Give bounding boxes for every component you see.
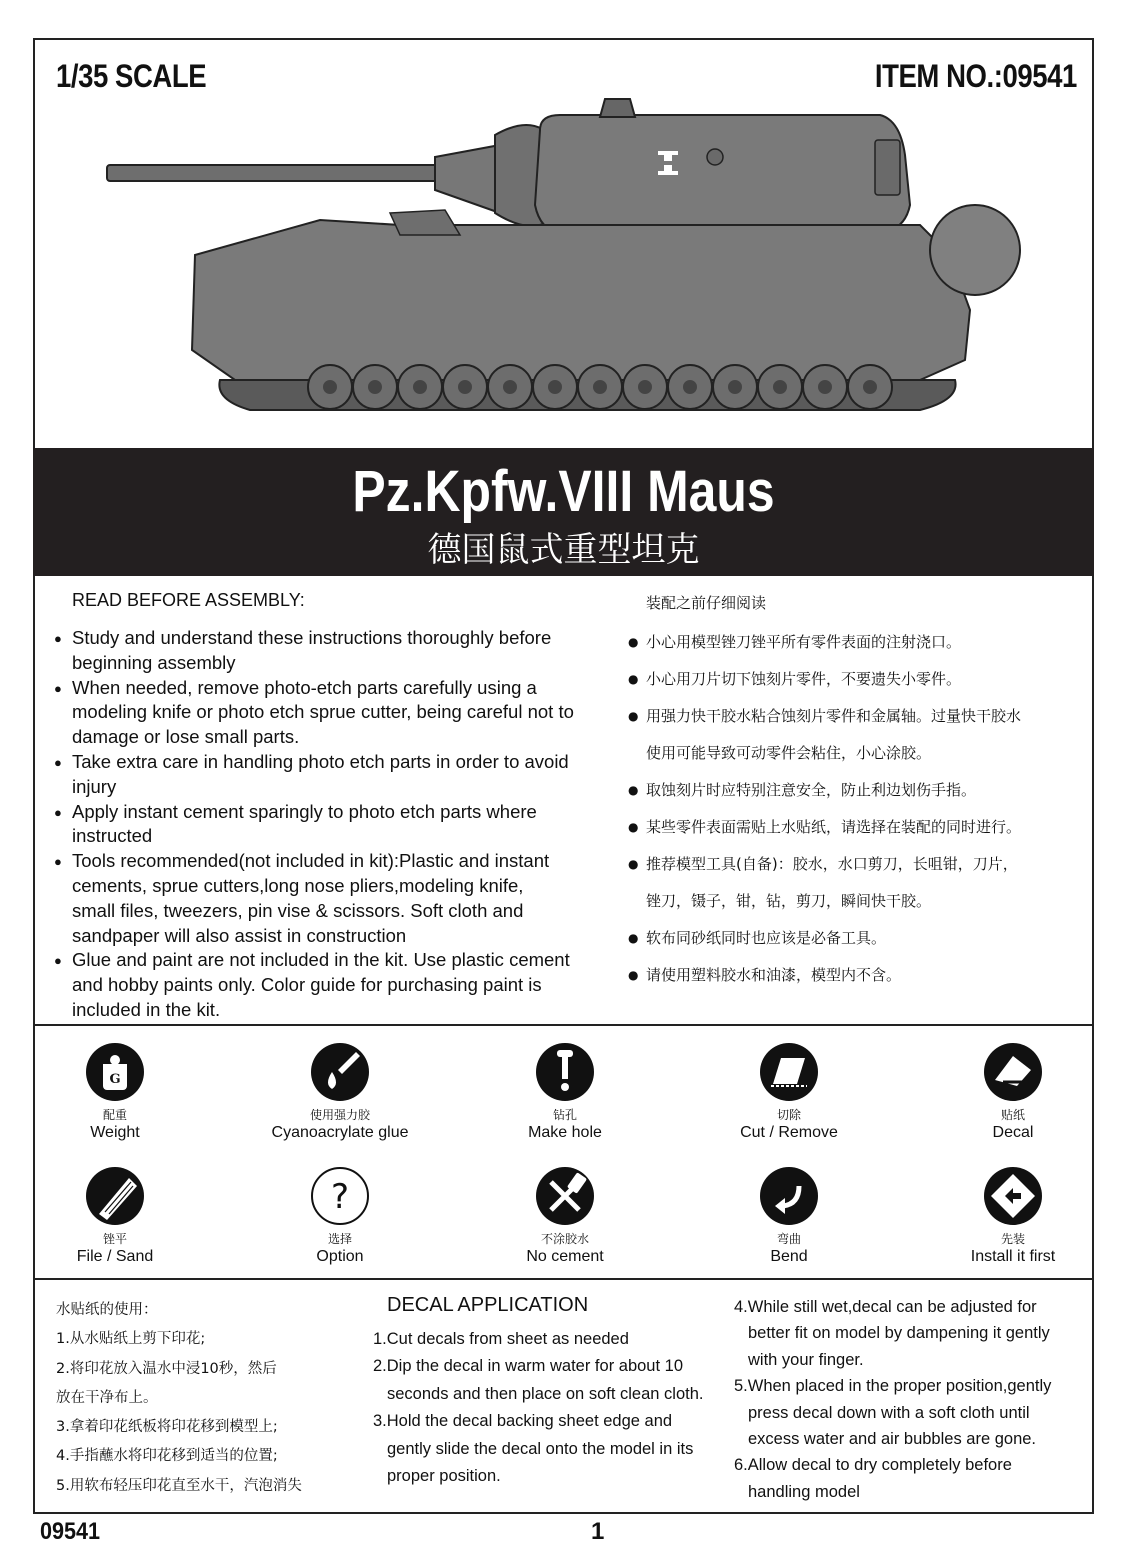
instruction-cn-line: ● 请使用塑料胶水和油漆，模型内不含。 bbox=[646, 966, 902, 984]
instruction-cn-line: ● 软布同砂纸同时也应该是必备工具。 bbox=[646, 929, 887, 947]
symbol-label-cn: 锉平 bbox=[102, 1232, 127, 1246]
decal-steps-4-6 bbox=[734, 1294, 1079, 1505]
symbol-label-en: Cyanoacrylate glue bbox=[271, 1124, 409, 1141]
instruction-cn-line: ● 小心用刀片切下蚀刻片零件，不要遗失小零件。 bbox=[646, 670, 962, 688]
decal-cn-title: 水贴纸的使用： bbox=[56, 1302, 158, 1318]
read-before-title-cn: 装配之前仔细阅读 bbox=[646, 594, 767, 612]
svg-text:?: ? bbox=[330, 1177, 350, 1217]
cut-icon bbox=[759, 1042, 819, 1102]
bend-icon bbox=[759, 1166, 819, 1226]
instruction-cn-item bbox=[628, 698, 1088, 772]
instruction-en-line: small files, tweezers, pin vise & scissors. Soft cloth and bbox=[72, 899, 524, 921]
symbol-label-cn: 选择 bbox=[327, 1232, 352, 1246]
instruction-en-item bbox=[54, 750, 614, 800]
symbol-label-en: No cement bbox=[526, 1248, 604, 1265]
decal-step-line: 2.Dip the decal in warm water for about 10 bbox=[373, 1357, 683, 1376]
instruction-en-line: beginning assembly bbox=[72, 651, 236, 673]
tank-illustration bbox=[100, 95, 1030, 440]
instruction-en-item bbox=[54, 849, 614, 948]
section-divider bbox=[33, 1278, 1094, 1280]
symbol-label-en: Option bbox=[316, 1248, 364, 1265]
weight-icon bbox=[85, 1042, 145, 1102]
instruction-cn-line: ● 小心用模型锉刀锉平所有零件表面的注射浇口。 bbox=[646, 633, 962, 651]
instruction-en-line: ● Glue and paint are not included in the kit. Use plastic cement bbox=[72, 949, 570, 971]
symbol-cut-remove bbox=[679, 1042, 899, 1142]
instruction-en-line: ● Take extra care in handling photo etch parts in order to avoid bbox=[72, 750, 569, 772]
section-divider bbox=[33, 1024, 1094, 1026]
instruction-cn-line: 使用可能导致可动零件会粘住，小心涂胶。 bbox=[646, 744, 932, 762]
decal-step-line: proper position. bbox=[387, 1467, 501, 1486]
decal-step-line: 3.Hold the decal backing sheet edge and bbox=[373, 1412, 673, 1431]
kit-title: Pz.Kpfw.VIII Maus bbox=[352, 459, 775, 524]
symbol-label-cn: 贴纸 bbox=[1000, 1108, 1025, 1122]
instruction-en-line: cements, sprue cutters,long nose pliers,modeling knife, bbox=[72, 874, 524, 896]
decal-step-line: with your finger. bbox=[748, 1350, 864, 1369]
instruction-cn-item bbox=[628, 809, 1088, 846]
decal-step-line: 4.While still wet,decal can be adjusted for bbox=[734, 1298, 1037, 1316]
decal-step-line: press decal down with a soft cloth until bbox=[748, 1403, 1030, 1422]
no-cement-icon bbox=[535, 1166, 595, 1226]
decal-steps-1-3 bbox=[373, 1326, 738, 1490]
symbol-label-en: Weight bbox=[90, 1124, 140, 1141]
symbol-bend bbox=[679, 1166, 899, 1266]
symbol-label-cn: 不涂胶水 bbox=[540, 1232, 589, 1246]
symbol-label-en: File / Sand bbox=[76, 1248, 154, 1265]
instruction-en-line: ● Study and understand these instructions thoroughly before bbox=[72, 627, 552, 648]
instruction-en-line: included in the kit. bbox=[72, 998, 221, 1020]
decal-cn-line: 放在干净布上。 bbox=[56, 1389, 158, 1406]
decal-step-line: excess water and air bubbles are gone. bbox=[748, 1430, 1037, 1449]
instruction-en-line: modeling knife or photo etch sprue cutter, being careful not to bbox=[72, 701, 574, 723]
symbol-install-it-first bbox=[903, 1166, 1123, 1266]
kit-title-cn: 德国鼠式重型坦克 bbox=[427, 530, 700, 570]
symbol-option bbox=[230, 1166, 450, 1266]
instructions-list-en bbox=[54, 626, 614, 1023]
instruction-cn-item bbox=[628, 957, 1088, 994]
question-icon bbox=[310, 1166, 370, 1226]
instruction-cn-item bbox=[628, 624, 1088, 661]
decal-cn-line: 1.从水贴纸上剪下印花; bbox=[56, 1331, 206, 1348]
symbol-label-en: Decal bbox=[992, 1124, 1034, 1141]
symbol-weight bbox=[5, 1042, 225, 1142]
instruction-cn-item bbox=[628, 661, 1088, 698]
symbol-label-cn: 切除 bbox=[776, 1108, 801, 1122]
file-icon bbox=[85, 1166, 145, 1226]
instruction-en-line: and hobby paints only. Color guide for purchasing paint is bbox=[72, 974, 542, 996]
decal-instructions-cn bbox=[56, 1296, 302, 1501]
footer-item-code: 09541 bbox=[40, 1518, 101, 1545]
symbol-label-cn: 配重 bbox=[102, 1108, 127, 1122]
decal-step-line: 5.When placed in the proper position,gently bbox=[734, 1377, 1052, 1396]
symbol-label-cn: 钻孔 bbox=[552, 1108, 577, 1122]
page-number: 1 bbox=[591, 1518, 605, 1545]
instruction-en-line: instructed bbox=[72, 825, 153, 847]
symbol-label-en: Cut / Remove bbox=[740, 1124, 838, 1141]
symbol-label-en: Make hole bbox=[528, 1124, 602, 1141]
decal-step-line: seconds and then place on soft clean cloth. bbox=[387, 1384, 704, 1403]
instructions-list-cn bbox=[628, 624, 1088, 994]
instruction-en-line: sandpaper will also assist in construction bbox=[72, 924, 407, 946]
instruction-en-item bbox=[54, 626, 614, 676]
decal-cn-line: 2.将印花放入温水中浸10秒，然后 bbox=[56, 1360, 277, 1377]
instruction-en-line: injury bbox=[72, 775, 117, 797]
symbol-label-en: Install it first bbox=[970, 1248, 1056, 1265]
decal-step-line: handling model bbox=[748, 1482, 860, 1501]
svg-text:G: G bbox=[109, 1072, 121, 1087]
symbol-cyanoacrylate-glue bbox=[230, 1042, 450, 1142]
decal-step-line: gently slide the decal onto the model in its bbox=[387, 1439, 694, 1458]
instruction-cn-line: ● 某些零件表面需贴上水贴纸，请选择在装配的同时进行。 bbox=[646, 818, 1022, 836]
item-number: ITEM NO.:09541 bbox=[875, 58, 1077, 94]
symbol-file-sand bbox=[5, 1166, 225, 1266]
instruction-cn-item bbox=[628, 920, 1088, 957]
instruction-en-line: ● When needed, remove photo-etch parts carefully using a bbox=[72, 676, 537, 698]
symbol-decal bbox=[903, 1042, 1123, 1142]
symbol-no-cement bbox=[455, 1166, 675, 1266]
instruction-en-line: ● Apply instant cement sparingly to photo etch parts where bbox=[72, 800, 537, 822]
instruction-en-line: ● Tools recommended(not included in kit):Plastic and instant bbox=[72, 850, 550, 872]
decal-cn-line: 5.用软布轻压印花直至水干，汽泡消失 bbox=[56, 1477, 302, 1494]
symbol-label-cn: 弯曲 bbox=[776, 1232, 801, 1246]
decal-step-line: 1.Cut decals from sheet as needed bbox=[373, 1330, 629, 1348]
decal-cn-line: 4.手指蘸水将印花移到适当的位置; bbox=[56, 1448, 278, 1465]
scale-label: 1/35 SCALE bbox=[56, 58, 207, 94]
symbol-label-cn: 使用强力胶 bbox=[309, 1108, 370, 1122]
instruction-en-item bbox=[54, 800, 614, 850]
instruction-cn-line: ● 用强力快干胶水粘合蚀刻片零件和金属轴。过量快干胶水 bbox=[646, 707, 1022, 725]
decal-application-title: DECAL APPLICATION bbox=[387, 1294, 589, 1316]
decal-step-line: 6.Allow decal to dry completely before bbox=[734, 1456, 1012, 1475]
decal-step-line: better fit on model by dampening it gently bbox=[748, 1324, 1050, 1343]
instruction-cn-line: ● 推荐模型工具(自备)：胶水，水口剪刀，长咀钳，刀片， bbox=[646, 855, 1018, 873]
instruction-en-item bbox=[54, 676, 614, 750]
instruction-cn-item bbox=[628, 772, 1088, 809]
decal-cn-line: 3.拿着印花纸板将印花移到模型上; bbox=[56, 1419, 278, 1436]
instruction-cn-item bbox=[628, 846, 1088, 920]
instruction-en-item bbox=[54, 948, 614, 1022]
read-before-title: READ BEFORE ASSEMBLY: bbox=[72, 590, 305, 610]
symbol-make-hole bbox=[455, 1042, 675, 1142]
decal-icon bbox=[983, 1042, 1043, 1102]
symbol-label-cn: 先装 bbox=[1000, 1232, 1025, 1246]
title-banner bbox=[33, 448, 1094, 576]
install-first-icon bbox=[983, 1166, 1043, 1226]
instruction-cn-line: 锉刀，镊子，钳，钻，剪刀，瞬间快干胶。 bbox=[646, 892, 932, 910]
drill-hole-icon bbox=[535, 1042, 595, 1102]
instruction-cn-line: ● 取蚀刻片时应特别注意安全，防止利边划伤手指。 bbox=[646, 781, 977, 799]
symbol-label-en: Bend bbox=[770, 1248, 808, 1265]
instruction-en-line: damage or lose small parts. bbox=[72, 726, 300, 748]
glue-drop-icon bbox=[310, 1042, 370, 1102]
